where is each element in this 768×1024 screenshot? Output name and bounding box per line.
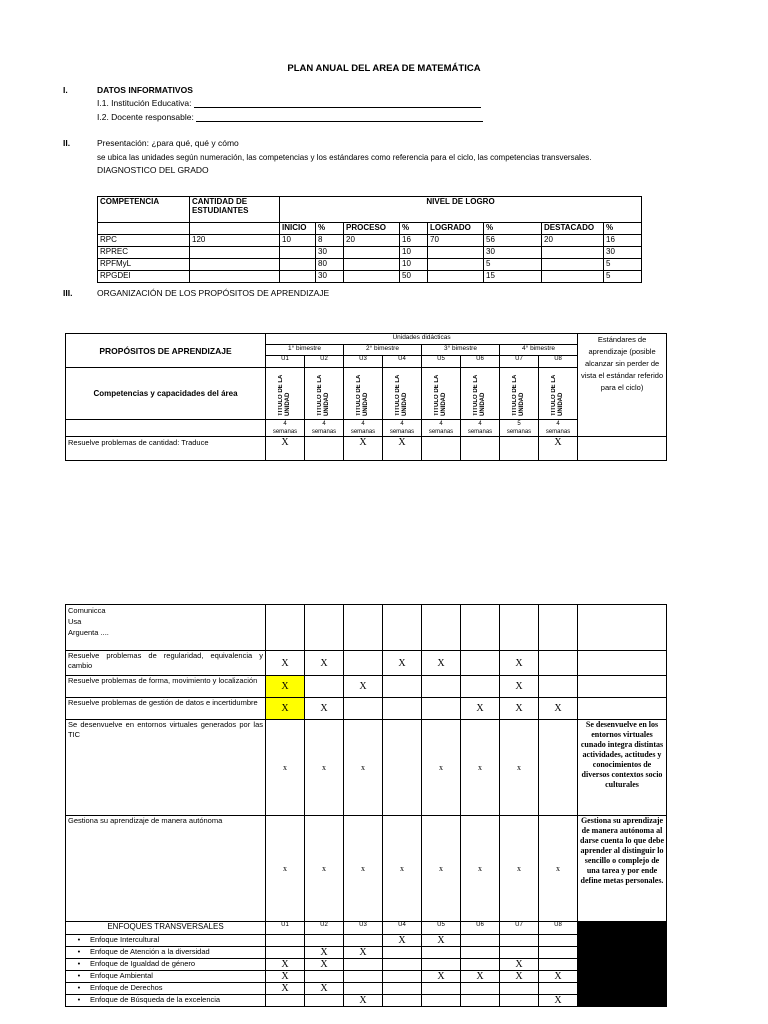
unit-weeks: 4 semanas	[383, 420, 422, 437]
table-row: Gestiona su aprendizaje de manera autónoma x x x x x x x x Gestiona su aprendizaje de manera autónoma al darse cuenta lo que debe aprender al distinguir lo sencillo o complejo de una tarea y por ende define metas personales.	[66, 816, 667, 922]
institution-label: I.1. Institución Educativa:	[97, 98, 192, 108]
enfoque-label: • Enfoque Ambiental	[66, 971, 266, 983]
enfoque-label: • Enfoque de Derechos	[66, 983, 266, 995]
table-row: • Enfoque Ambiental X X X X X	[66, 971, 667, 983]
unit-weeks: 4 semanas	[305, 420, 344, 437]
section-3-heading: ORGANIZACIÓN DE LOS PROPÓSITOS DE APRENDIZAJE	[97, 288, 330, 298]
unit-weeks: 4 semanas	[461, 420, 500, 437]
estandares-header: Estándares de aprendizaje (posible alcanzar sin perder de vista el estándar referido para el ciclo)	[578, 334, 667, 437]
bimestre-4: 4° bimestre	[500, 345, 578, 356]
unit-weeks: 4 semanas	[422, 420, 461, 437]
bimestre-1: 1° bimestre	[266, 345, 344, 356]
page-title: PLAN ANUAL DEL AREA DE MATEMÁTICA	[287, 63, 481, 74]
unit-label: U7	[500, 356, 539, 368]
table-row: Se desenvuelve en entornos virtuales generados por las TIC x x x x x x Se desenvuelve en los entornos virtuales cunado integra distintas actividades, actitudes y conocimientos de diversos contextos socio culturales	[66, 720, 667, 816]
unit-label: U3	[344, 356, 383, 368]
unit-title: TITULO DE LA UNIDAD	[512, 374, 525, 416]
table-row: Resuelve problemas de regularidad, equivalencia y cambio X X X X X	[66, 651, 667, 676]
unit-label: U6	[461, 356, 500, 368]
table-row: RPFMyL 80 10 5 5	[98, 259, 642, 271]
enfoque-label: • Enfoque de Atención a la diversidad	[66, 947, 266, 959]
table-row: RPREC 30 10 30 30	[98, 247, 642, 259]
enfoques-header: ENFOQUES TRANSVERSALES	[66, 922, 266, 935]
header-logrado: LOGRADO	[428, 223, 484, 235]
unit-title: TITULO DE LA UNIDAD	[356, 374, 369, 416]
unit-title: TITULO DE LA UNIDAD	[551, 374, 565, 416]
unit-weeks: 4 semanas	[266, 420, 305, 437]
unit-label: U4	[383, 356, 422, 368]
header-pct: %	[316, 223, 344, 235]
unit-title: TITULO DE LA UNIDAD	[434, 374, 447, 416]
institution-blank[interactable]	[194, 99, 481, 108]
unit-title: TITULO DE LA UNIDAD	[278, 374, 291, 416]
teacher-label: I.2. Docente responsable:	[97, 112, 194, 122]
unit-title: TITULO DE LA UNIDAD	[395, 374, 408, 416]
unit-title: TITULO DE LA UNIDAD	[317, 374, 330, 416]
unit-label: U8	[539, 356, 578, 368]
enfoque-label: • Enfoque Intercultural	[66, 935, 266, 947]
section-2-heading: Presentación: ¿para qué, qué y cómo	[97, 138, 239, 148]
competencia-gestiona: Gestiona su aprendizaje de manera autónoma	[66, 816, 266, 922]
enfoque-label: • Enfoque de Igualdad de género	[66, 959, 266, 971]
unit-weeks: 4 semanas	[344, 420, 383, 437]
teacher-field	[97, 112, 483, 122]
highlighted-cell: X	[266, 698, 305, 720]
header-proceso: PROCESO	[344, 223, 400, 235]
bimestre-2: 2° bimestre	[344, 345, 422, 356]
table-row	[66, 605, 667, 651]
table-row: • Enfoque de Atención a la diversidad X X	[66, 947, 667, 959]
enfoque-label: • Enfoque de Búsqueda de la excelencia	[66, 995, 266, 1007]
estandar-gestiona: Gestiona su aprendizaje de manera autónoma al darse cuenta lo que debe aprender al distinguir lo sencillo o complejo de una tarea y por ende define metas personales.	[578, 816, 667, 922]
section-2-number: II.	[63, 138, 71, 148]
table-row: • Enfoque Intercultural X X	[66, 935, 667, 947]
competencia-cantidad: Resuelve problemas de cantidad: Traduce	[66, 437, 266, 461]
competencia-tic: Se desenvuelve en entornos virtuales generados por las TIC	[66, 720, 266, 816]
competencia-regularidad: Resuelve problemas de regularidad, equivalencia y cambio	[66, 651, 266, 676]
section-1-heading: DATOS INFORMATIVOS	[97, 85, 193, 95]
highlighted-cell: X	[266, 676, 305, 698]
estandar-tic: Se desenvuelve en los entornos virtuales cunado integra distintas actividades, actitudes y conocimientos de diversos contextos socio culturales	[578, 720, 667, 816]
unit-weeks: 5 semanas	[500, 420, 539, 437]
teacher-blank[interactable]	[196, 113, 483, 122]
propositos-header: PROPÓSITOS DE APRENDIZAJE	[66, 334, 266, 368]
header-cantidad: CANTIDAD DE ESTUDIANTES	[190, 197, 280, 223]
unit-label: U1	[266, 356, 305, 368]
unit-title: TITULO DE LA UNIDAD	[473, 374, 486, 416]
black-cell	[578, 922, 667, 1007]
bimestre-3: 3° bimestre	[422, 345, 500, 356]
section-2-text: se ubica las unidades según numeración, las competencias y los estándares como referencia para el ciclo, las competencias transversales.	[97, 153, 592, 162]
unidades-header: Unidades didácticas	[266, 334, 578, 345]
table-row: • Enfoque de Igualdad de género X X X	[66, 959, 667, 971]
diagnostic-heading: DIAGNOSTICO DEL GRADO	[97, 165, 209, 175]
unit-weeks: 4 semanas	[539, 420, 578, 437]
table-row: RPC 120 10 8 20 16 70 56 20 16	[98, 235, 642, 247]
unit-label: U2	[305, 356, 344, 368]
institution-field	[97, 98, 481, 108]
header-pct: %	[400, 223, 428, 235]
plan-table-continued: Comunicca Usa Arguenta .... Resuelve problemas de regularidad, equivalencia y cambio X X X X X Resuelve problemas de forma, movimiento y localización X X X Resuelve problemas de gestión de datos e incertidumbre X X X X X Se desenvuelve en entornos virtuales generados por las TIC x x x x x x Se desenvuelve en los entornos virtuales cunado integra distintas actividades, actitudes y conocimientos de diversos contextos socio culturales Gestiona su aprendizaje de manera autónoma x x x x x x x x Gestiona su aprendizaje de manera autónoma al darse cuenta lo que debe aprender al distinguir lo sencillo o complejo de una tarea y por ende define metas personales. ENFOQUES TRANSVERSALES U1 U2 U3 U4 U5 U6 U7 U8 • Enfoque Intercultural X X • Enfoque de Atención a la diversidad X X • Enfoque de Igualdad de género X X X • Enfoque Ambiental X X X X X • Enfoque de Derechos X X • Enfoque de Búsqueda de la excelencia X X	[65, 604, 667, 1007]
table-row: RPGDEI 30 50 15 5	[98, 271, 642, 283]
header-pct: %	[604, 223, 642, 235]
competencia-datos: Resuelve problemas de gestión de datos e incertidumbre	[66, 698, 266, 720]
header-destacado: DESTACADO	[542, 223, 604, 235]
section-3-number: III.	[63, 288, 73, 298]
competencia-forma: Resuelve problemas de forma, movimiento y localización	[66, 676, 266, 698]
header-pct: %	[484, 223, 542, 235]
header-competencia: COMPETENCIA	[98, 197, 190, 223]
table-row: • Enfoque de Búsqueda de la excelencia X X	[66, 995, 667, 1007]
header-inicio: INICIO	[280, 223, 316, 235]
table-row: • Enfoque de Derechos X X	[66, 983, 667, 995]
plan-table	[65, 333, 667, 461]
competencias-header: Competencias y capacidades del área	[66, 368, 266, 420]
section-1-number: I.	[63, 85, 68, 95]
diagnostic-table	[97, 196, 642, 283]
table-row: Resuelve problemas de cantidad: Traduce X X X X	[66, 437, 667, 461]
table-row: Resuelve problemas de forma, movimiento y localización X X X	[66, 676, 667, 698]
table-row: Resuelve problemas de gestión de datos e incertidumbre X X X X X	[66, 698, 667, 720]
competencia-comunica: Comunicca Usa Arguenta ....	[66, 605, 266, 651]
header-nivel-logro: NIVEL DE LOGRO	[280, 197, 642, 223]
unit-label: U5	[422, 356, 461, 368]
